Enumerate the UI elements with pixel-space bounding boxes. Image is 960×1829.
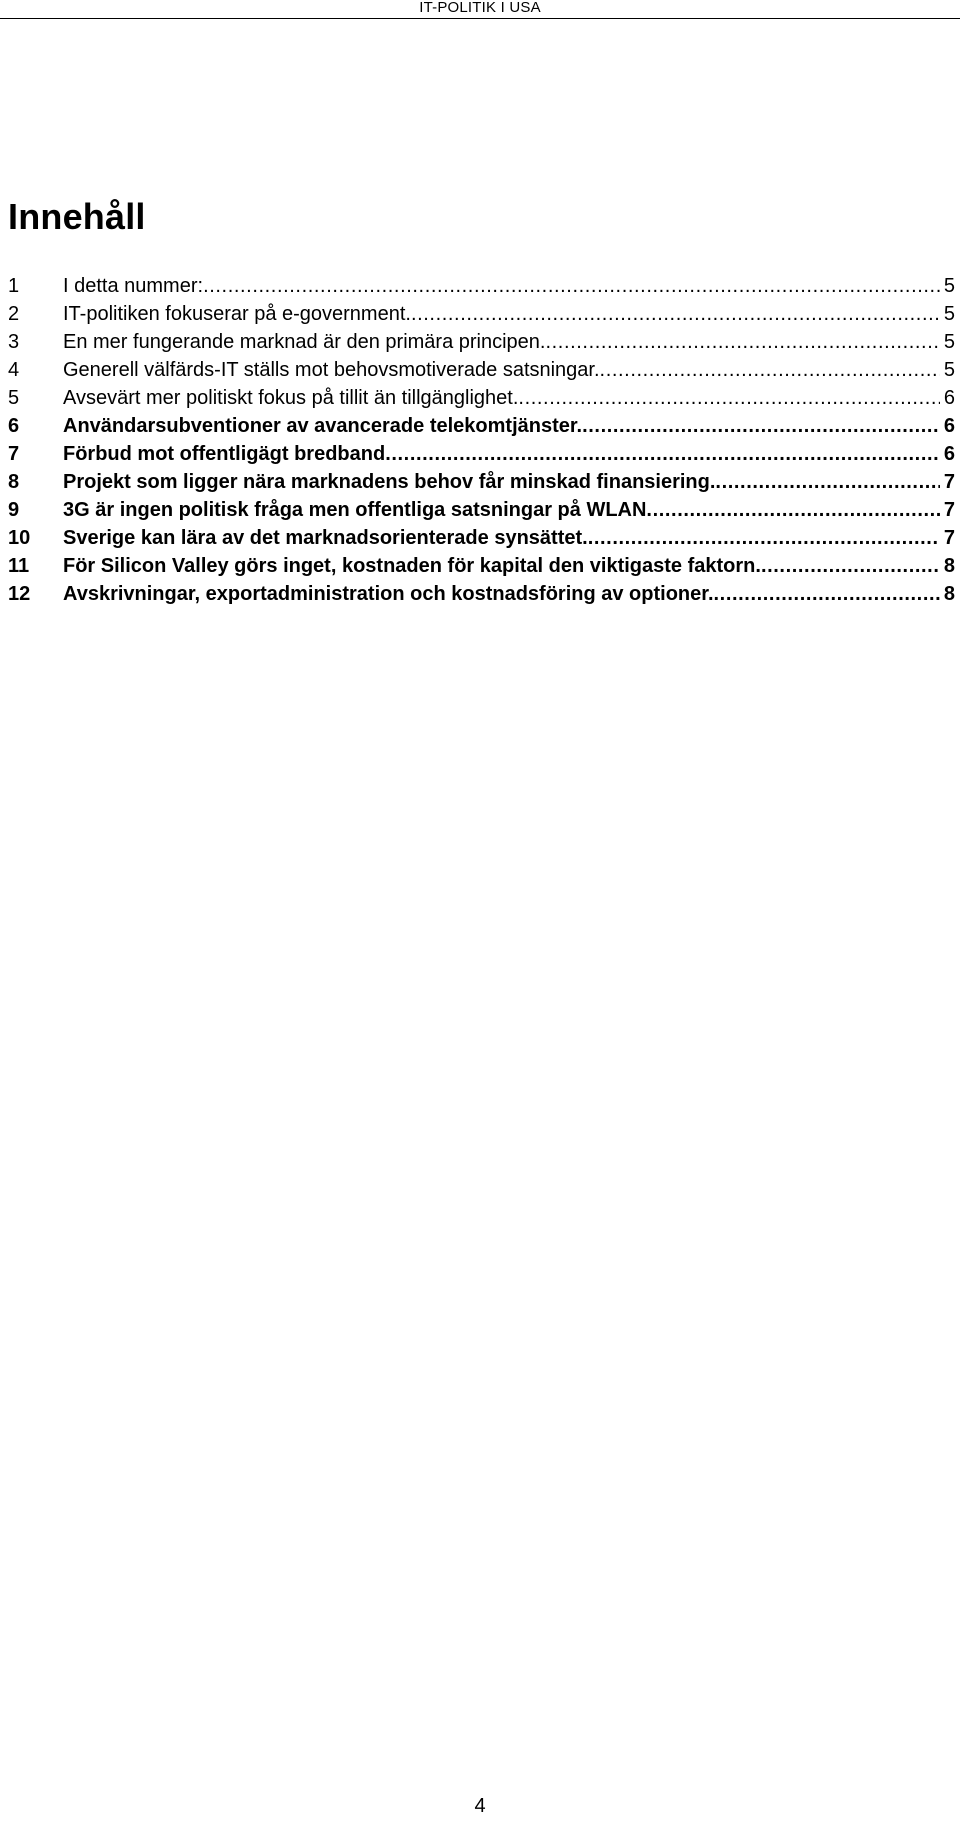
toc-entry[interactable] [8,356,955,384]
toc-entry-title[interactable]: Projekt som ligger nära marknadens behov får minskad finansiering. [63,471,716,493]
toc-entry-title[interactable]: Avsevärt mer politiskt fokus på tillit än tillgänglighet. [63,387,519,409]
toc-entry-title[interactable]: Användarsubventioner av avancerade telekomtjänster. [63,415,583,437]
toc-dot-leader [600,356,940,384]
toc-entry-page: 5 [943,359,955,381]
toc-entry-number: 8 [8,471,20,493]
toc-entry-title[interactable]: I detta nummer: [63,275,204,297]
toc-entry-title[interactable]: Generell välfärds-IT ställs mot behovsmotiverade satsningar. [63,359,600,381]
toc-entry[interactable] [8,580,955,608]
toc-dot-leader [203,272,940,300]
toc-dot-leader [714,580,940,608]
toc-dot-leader [411,300,940,328]
toc-entry-title[interactable]: En mer fungerande marknad är den primära principen. [63,331,546,353]
toc-entry[interactable] [8,300,955,328]
toc-dot-leader [582,412,940,440]
toc-entry-number: 7 [8,443,20,465]
toc-entry-page: 6 [943,415,955,437]
toc-entry-title[interactable]: IT-politiken fokuserar på e-government. [63,303,411,325]
toc-entry-number: 12 [8,583,31,605]
toc-dot-leader [588,524,940,552]
toc-entry-number: 6 [8,415,20,437]
toc-entry[interactable] [8,468,955,496]
toc-entry[interactable] [8,440,955,468]
toc-entry-number: 11 [8,555,30,577]
toc-dot-leader [761,552,940,580]
toc-entry-title[interactable]: För Silicon Valley görs inget, kostnaden för kapital den viktigaste faktorn. [63,555,761,577]
toc-entry[interactable] [8,384,955,412]
toc-entry-title[interactable]: Avskrivningar, exportadministration och kostnadsföring av optioner. [63,583,714,605]
toc-entry[interactable] [8,412,955,440]
toc-entry-title[interactable]: Sverige kan lära av det marknadsorienterade synsättet. [63,527,588,549]
toc-dot-leader [518,384,939,412]
toc-entry-page: 5 [943,275,955,297]
toc-entry[interactable] [8,328,955,356]
toc-entry-page: 7 [943,527,955,549]
toc-entry[interactable] [8,272,955,300]
toc-entry-number: 4 [8,359,20,381]
toc-entry[interactable] [8,524,955,552]
toc-entry-number: 9 [8,499,20,521]
toc-entry-page: 5 [943,331,955,353]
running-header: IT-POLITIK I USA [0,0,960,19]
toc-entry-page: 7 [943,471,955,493]
toc-entry-page: 5 [943,303,955,325]
toc-heading: Innehåll [8,196,146,237]
table-of-contents [8,272,955,608]
toc-entry-page: 6 [943,443,955,465]
toc-dot-leader [545,328,939,356]
toc-entry[interactable] [8,496,955,524]
toc-entry-number: 5 [8,387,20,409]
toc-entry-title[interactable]: 3G är ingen politisk fråga men offentliga satsningar på WLAN [63,499,647,521]
toc-dot-leader [385,440,940,468]
toc-entry[interactable] [8,552,955,580]
toc-entry-page: 7 [943,499,955,521]
toc-entry-title[interactable]: Förbud mot offentligägt bredband [63,443,386,465]
toc-entry-number: 2 [8,303,20,325]
toc-entry-number: 10 [8,527,31,549]
page-number: 4 [474,1795,486,1817]
toc-dot-leader [646,496,939,524]
toc-dot-leader [715,468,939,496]
toc-entry-page: 6 [943,387,955,409]
toc-entry-page: 8 [943,555,955,577]
toc-entry-number: 3 [8,331,20,353]
toc-entry-page: 8 [943,583,955,605]
toc-entry-number: 1 [8,275,20,297]
